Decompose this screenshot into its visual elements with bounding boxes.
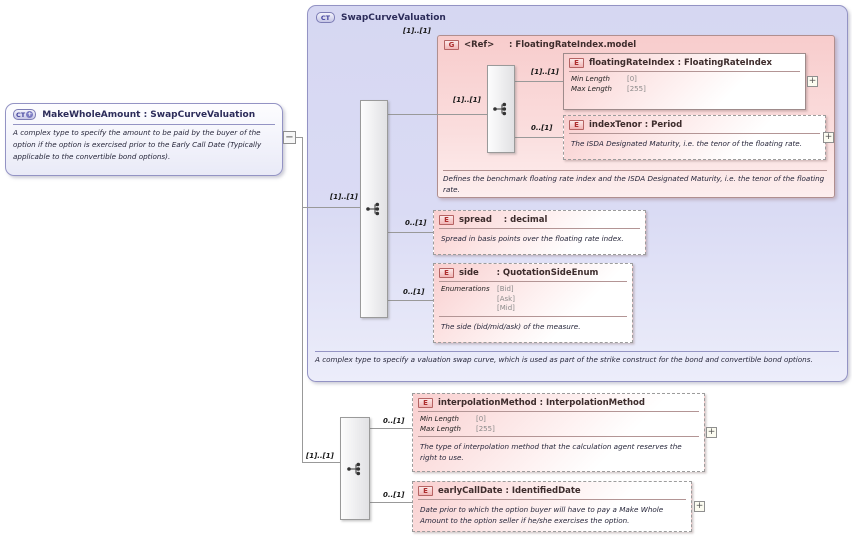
complextype-icon-label: CT	[320, 13, 331, 22]
element-box-side[interactable]	[433, 263, 633, 343]
element-header	[413, 394, 704, 410]
element-icon-label: E	[423, 399, 428, 407]
element-description: Spread in basis points over the floating rate index.	[441, 234, 624, 243]
cardinality-label: 0..[1]	[405, 219, 427, 227]
element-icon	[439, 215, 454, 225]
element-divider	[569, 71, 800, 72]
element-icon-label: E	[423, 487, 428, 495]
element-description: The side (bid/mid/ask) of the measure.	[441, 321, 581, 331]
element-divider	[439, 281, 627, 282]
group-title: <Ref> : FloatingRateIndex.model	[464, 40, 637, 50]
element-divider	[418, 436, 699, 437]
connector-line	[515, 81, 563, 82]
expand-toggle[interactable]	[694, 501, 705, 512]
cardinality-label: 0..[1]	[383, 417, 405, 425]
sequence-connector[interactable]	[360, 100, 388, 318]
facet-value: [255]	[627, 84, 646, 93]
connector-line	[388, 114, 487, 115]
cardinality-label: [1]..[1]	[403, 27, 431, 35]
sequence-connector[interactable]	[487, 65, 515, 153]
facet-label: Min Length	[420, 415, 459, 423]
element-header	[564, 116, 825, 132]
element-icon-label: E	[574, 121, 579, 129]
cardinality-label: [1]..[1]	[531, 68, 559, 76]
plus-icon: +	[824, 132, 833, 142]
group-icon	[444, 40, 459, 50]
makewhole-title: MakeWholeAmount : SwapCurveValuation	[42, 109, 256, 120]
element-icon	[569, 58, 584, 68]
expand-toggle[interactable]	[706, 427, 717, 438]
connector-line	[515, 137, 563, 138]
element-header	[564, 54, 805, 70]
connector-line	[370, 428, 412, 429]
enum-value: [Bid]	[497, 285, 514, 293]
element-icon	[418, 486, 433, 496]
swapcurve-title: SwapCurveValuation	[341, 12, 446, 23]
element-title: floatingRateIndex : FloatingRateIndex	[589, 58, 773, 68]
element-divider	[569, 133, 820, 134]
sequence-icon	[346, 462, 364, 476]
cardinality-label: 0..[1]	[403, 288, 425, 296]
element-description: Date prior to which the option buyer will have to pay a Make Whole Amount to the option seller if he/she exercises the option.	[420, 505, 664, 525]
complextype-icon-label: CT	[16, 110, 26, 119]
element-icon-label: E	[444, 269, 449, 277]
plus-icon: +	[808, 76, 817, 86]
element-icon	[569, 120, 584, 130]
cardinality-label: [1]..[1]	[453, 96, 481, 104]
facet-value: [0]	[627, 75, 637, 83]
element-title: earlyCallDate : IdentifiedDate	[438, 486, 581, 496]
element-header	[434, 264, 632, 280]
collapse-toggle[interactable]	[283, 131, 296, 144]
connector-line	[388, 232, 433, 233]
cardinality-label: 0..[1]	[531, 124, 553, 132]
swapcurve-header	[308, 6, 847, 26]
connector-line	[302, 462, 340, 463]
element-title: interpolationMethod : InterpolationMethod	[438, 398, 645, 408]
element-divider	[439, 228, 640, 229]
makewhole-header	[6, 104, 282, 123]
group-icon-label: G	[448, 41, 455, 49]
enum-value: [Ask]	[497, 294, 515, 303]
facet-row	[413, 413, 704, 425]
cardinality-label: [1]..[1]	[306, 452, 334, 460]
enum-value: [Mid]	[497, 304, 515, 312]
element-icon	[418, 398, 433, 408]
facet-row	[413, 425, 704, 435]
connector-line	[388, 300, 433, 301]
element-header	[413, 482, 691, 498]
connector-line	[302, 207, 360, 208]
expand-toggle[interactable]	[807, 76, 818, 87]
element-description: The ISDA Designated Maturity, i.e. the tenor of the floating rate.	[571, 139, 803, 148]
facet-label: Min Length	[571, 75, 610, 83]
sequence-icon	[492, 102, 510, 116]
expand-toggle[interactable]	[823, 132, 834, 143]
element-title: side : QuotationSideEnum	[459, 268, 599, 278]
facet-value: [0]	[476, 415, 486, 423]
facet-value: [255]	[476, 424, 495, 433]
enumerations-row	[434, 283, 632, 314]
facet-label: Max Length	[420, 424, 461, 433]
facet-label: Max Length	[571, 84, 612, 93]
makewhole-description: A complex type to specify the amount to be paid by the buyer of the option if the option is exercised prior to the Early Call Date (Typically applicable to the convertible bond options).	[13, 128, 262, 161]
element-icon-label: E	[574, 59, 579, 67]
complextype-box-makewholeamount[interactable]	[5, 103, 283, 176]
element-title: spread : decimal	[459, 215, 548, 225]
connector-line	[302, 137, 303, 463]
sequence-icon	[365, 202, 383, 216]
sequence-connector[interactable]	[340, 417, 370, 520]
plus-icon: +	[707, 427, 716, 437]
facet-row	[564, 85, 805, 95]
element-title: indexTenor : Period	[589, 120, 683, 130]
complextype-icon	[316, 12, 335, 23]
group-header	[438, 36, 834, 52]
connector-line	[370, 502, 412, 503]
element-divider	[418, 411, 699, 412]
element-icon	[439, 268, 454, 278]
element-icon-label: E	[444, 216, 449, 224]
element-divider	[439, 316, 627, 317]
element-box-spread[interactable]	[433, 210, 646, 255]
cardinality-label: [1]..[1]	[330, 193, 358, 201]
element-description: The type of interpolation method that the calculation agent reserves the right to use.	[420, 442, 682, 462]
swapcurve-description: A complex type to specify a valuation swap curve, which is used as part of the strike construct for the bond and convertible bond options.	[315, 351, 839, 365]
facet-row	[564, 73, 805, 85]
minus-icon: −	[285, 131, 294, 143]
element-box-earlycalldate[interactable]	[412, 481, 692, 532]
element-divider	[418, 499, 686, 500]
element-header	[434, 211, 645, 227]
element-box-interpolationmethod[interactable]	[412, 393, 705, 472]
plus-circle-icon: +	[27, 111, 33, 118]
element-box-floatingrateindex[interactable]	[563, 53, 806, 110]
plus-icon: +	[695, 501, 704, 511]
cardinality-label: 0..[1]	[383, 491, 405, 499]
complextype-plus-icon	[13, 109, 36, 120]
enumerations-values	[497, 285, 515, 314]
group-description: Defines the benchmark floating rate index and the ISDA Designated Maturity, i.e. the tenor of the floating rate.	[443, 170, 827, 195]
element-box-indextenor[interactable]	[563, 115, 826, 160]
enumerations-label: Enumerations	[441, 285, 490, 293]
